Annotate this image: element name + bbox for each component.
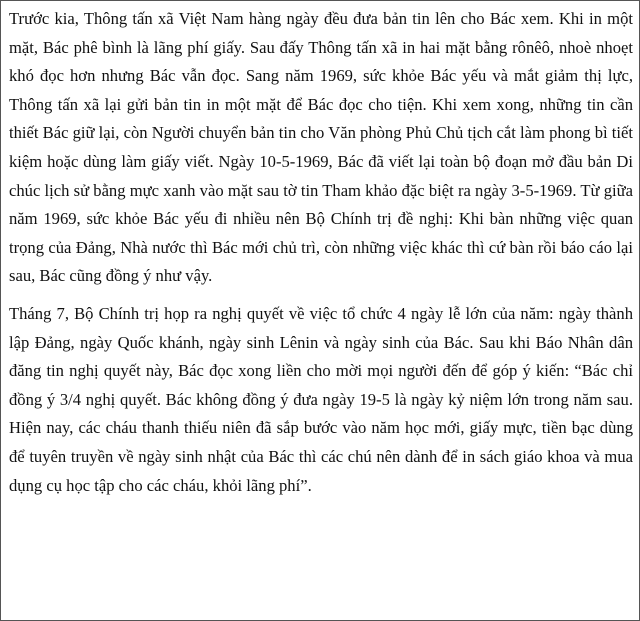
paragraph-2: Tháng 7, Bộ Chính trị họp ra nghị quyết về việc tổ chức 4 ngày lễ lớn của năm: ngày thành lập Đảng, ngày Quốc khánh, ngày sinh Lênin và ngày sinh của Bác. Sau khi Báo Nhân dân đăng tin nghị quyết này, Bác đọc xong liền cho mời mọi người đến để góp ý kiến: “Bác chỉ đồng ý 3/4 nghị quyết. Bác không đồng ý đưa ngày 19-5 là ngày kỷ niệm lớn trong năm sau. Hiện nay, các cháu thanh thiếu niên đã sắp bước vào năm học mới, giấy mực, tiền bạc dùng để tuyên truyền về ngày sinh nhật của Bác thì các chú nên dành để in sách giáo khoa và mua dụng cụ học tập cho các cháu, khỏi lãng phí”. (9, 303, 633, 495)
document-body (9, 5, 633, 509)
paragraph-1: Trước kia, Thông tấn xã Việt Nam hàng ngày đều đưa bản tin lên cho Bác xem. Khi in một mặt, Bác phê bình là lãng phí giấy. Sau đấy Thông tấn xã in hai mặt bằng rônêô, nhoè nhoẹt khó đọc hơn nhưng Bác vẫn đọc. Sang năm 1969, sức khỏe Bác yếu và mắt giảm thị lực, Thông tấn xã lại gửi bản tin in một mặt để Bác đọc cho tiện. Khi xem xong, những tin cần thiết Bác giữ lại, còn Người chuyển bản tin cho Văn phòng Phủ Chủ tịch cắt làm phong bì tiết kiệm hoặc dùng làm giấy viết. Ngày 10-5-1969, Bác đã viết lại toàn bộ đoạn mở đầu bản Di chúc lịch sử bằng mực xanh vào mặt sau tờ tin Tham khảo đặc biệt ra ngày 3-5-1969. Từ giữa năm 1969, sức khỏe Bác yếu đi nhiều nên Bộ Chính trị đề nghị: Khi bàn những việc quan trọng của Đảng, Nhà nước thì Bác mới chủ trì, còn những việc khác thì cứ bàn rồi báo cáo lại sau, Bác cũng đồng ý như vậy. (9, 9, 633, 286)
